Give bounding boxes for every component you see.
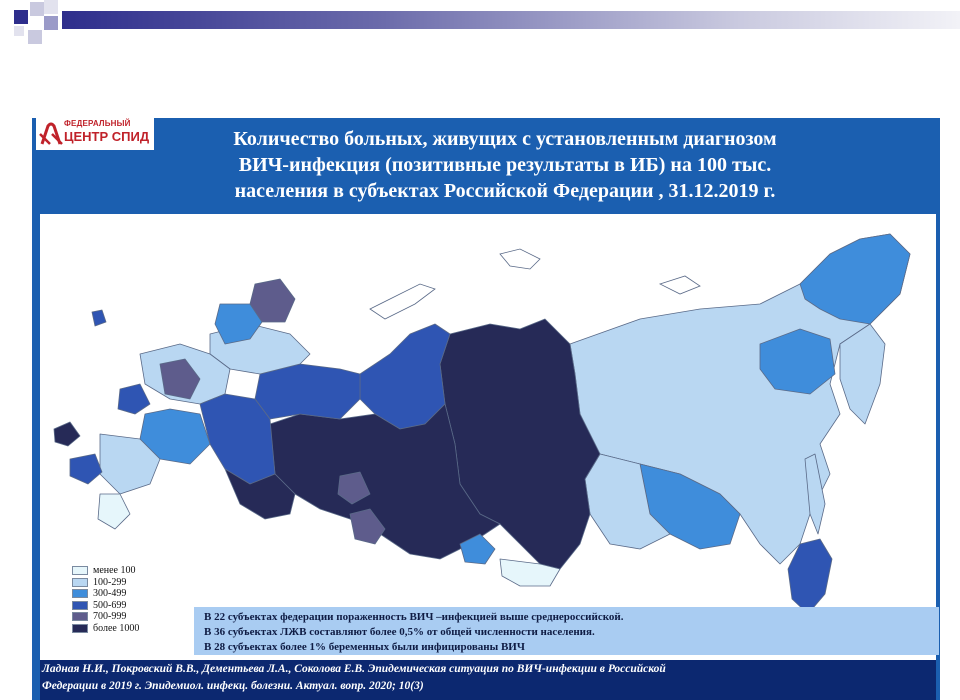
legend-item: [72, 623, 172, 635]
legend-label: менее 100: [93, 565, 136, 577]
deco-square: [30, 2, 44, 16]
ribbon-logo-icon: [38, 120, 66, 148]
legend-swatch: [72, 578, 88, 587]
source-citation: [40, 660, 936, 700]
note-line: В 28 субъектах более 1% беременных были инфицированы ВИЧ: [204, 641, 525, 653]
region-caucasus: [98, 494, 130, 529]
legend-label: 700-999: [93, 611, 127, 623]
legend-swatch: [72, 589, 88, 598]
logo-text-top: ФЕДЕРАЛЬНЫЙ: [64, 119, 131, 128]
deco-square: [44, 16, 58, 30]
logo: [36, 118, 154, 150]
region-moscow: [118, 384, 150, 414]
region-crimea: [54, 422, 80, 446]
source-line: Ладная Н.И., Покровский В.В., Дементьева Л.А., Соколова Е.В. Эпидемическая ситуация по ВИЧ-инфекции в Российской: [42, 663, 666, 675]
legend-item: [72, 611, 172, 623]
notes-panel: [194, 607, 939, 655]
region-komi: [255, 364, 360, 419]
header-decoration: [0, 0, 960, 60]
region-primorye: [788, 539, 832, 614]
legend-swatch: [72, 601, 88, 610]
slide-title: [150, 126, 860, 204]
legend-swatch: [72, 624, 88, 633]
legend-swatch: [72, 612, 88, 621]
legend-label: 300-499: [93, 588, 127, 600]
logo-text-bottom: ЦЕНТР СПИД: [64, 129, 150, 144]
title-line: ВИЧ-инфекция (позитивные результаты в ИБ) на 100 тыс.: [238, 154, 772, 176]
header-divider: [62, 29, 960, 32]
header-stripe: [62, 11, 960, 29]
source-line: Федерации в 2019 г. Эпидемиол. инфекц. болезни. Актуал. вопр. 2020; 10(3): [42, 680, 424, 692]
arctic-island: [370, 284, 435, 319]
map-legend: [72, 565, 172, 634]
russia-map: [40, 214, 936, 660]
note-line: В 22 субъектах федерации пораженность ВИЧ –инфекцией выше среднероссийской.: [204, 611, 624, 623]
region-kaliningrad: [92, 310, 106, 326]
deco-square: [14, 26, 24, 36]
deco-square: [28, 30, 42, 44]
legend-item: [72, 588, 172, 600]
title-line: населения в субъектах Российской Федерации , 31.12.2019 г.: [234, 180, 776, 202]
region-krasnodar: [70, 454, 102, 484]
legend-label: 500-699: [93, 599, 127, 611]
legend-item: [72, 600, 172, 612]
legend-label: 100-299: [93, 576, 127, 588]
legend-item: [72, 577, 172, 589]
note-line: В 36 субъектах ЛЖВ составляют более 0,5% от общей численности населения.: [204, 626, 595, 638]
deco-square: [44, 0, 58, 14]
legend-item: [72, 565, 172, 577]
map-area: [40, 214, 936, 660]
legend-label: более 1000: [93, 622, 140, 634]
legend-swatch: [72, 566, 88, 575]
title-line: Количество больных, живущих с установленным диагнозом: [233, 128, 777, 150]
arctic-island: [660, 276, 700, 294]
deco-square: [14, 10, 28, 24]
arctic-island: [500, 249, 540, 269]
